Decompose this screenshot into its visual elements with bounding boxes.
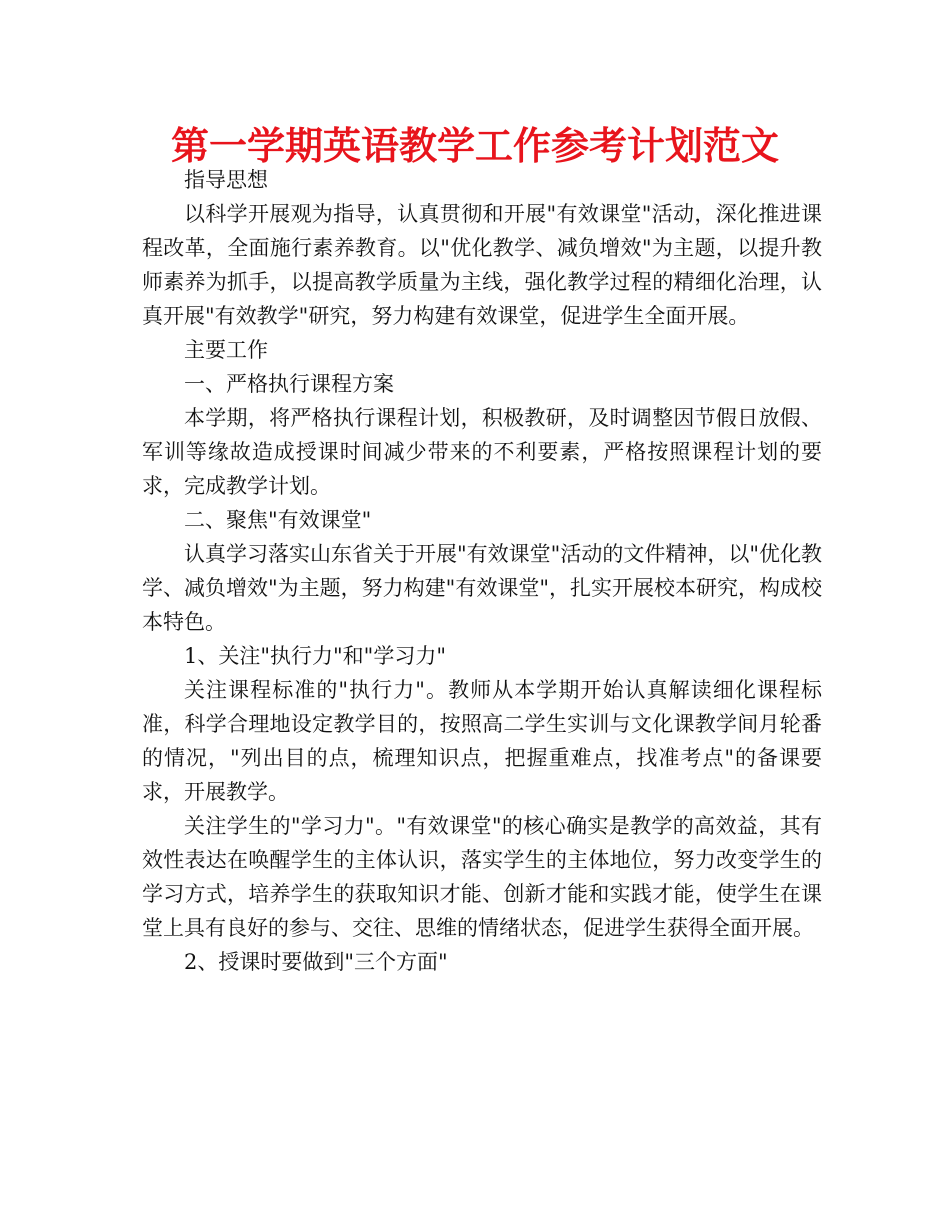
section-heading-guiding-thought: 指导思想 — [184, 168, 268, 192]
paragraph-curriculum-plan: 本学期，将严格执行课程计划，积极教研，及时调整因节假日放假、军训等缘故造成授课时间减少带来的不利要素，严格按照课程计划的要求，完成教学计划。 — [142, 406, 822, 498]
section-heading-main-work: 主要工作 — [184, 338, 268, 362]
paragraph-execution-power: 关注课程标准的"执行力"。教师从本学期开始认真解读细化课程标准，科学合理地设定教学目的，按照高二学生实训与文化课教学间月轮番的情况，"列出目的点，梳理知识点，把握重难点，找准考点"的备课要求，开展教学。 — [142, 678, 822, 804]
document-title: 第一学期英语教学工作参考计划范文 — [170, 124, 779, 168]
subheading-three-aspects: 2、授课时要做到"三个方面" — [184, 950, 448, 974]
subheading-effective-classroom: 二、聚焦"有效课堂" — [184, 508, 372, 532]
document-body — [142, 163, 822, 979]
subheading-execution-learning: 1、关注"执行力"和"学习力" — [184, 644, 446, 668]
subheading-curriculum-plan: 一、严格执行课程方案 — [184, 372, 394, 396]
paragraph-learning-power: 关注学生的"学习力"。"有效课堂"的核心确实是教学的高效益，其有效性表达在唤醒学生的主体认识，落实学生的主体地位，努力改变学生的学习方式，培养学生的获取知识才能、创新才能和实践才能，使学生在课堂上具有良好的参与、交往、思维的情绪状态，促进学生获得全面开展。 — [142, 814, 822, 940]
paragraph-guiding-thought: 以科学开展观为指导，认真贯彻和开展"有效课堂"活动，深化推进课程改革，全面施行素养教育。以"优化教学、减负增效"为主题，以提升教师素养为抓手，以提高教学质量为主线，强化教学过程的精细化治理，认真开展"有效教学"研究，努力构建有效课堂，促进学生全面开展。 — [142, 202, 822, 328]
paragraph-effective-classroom: 认真学习落实山东省关于开展"有效课堂"活动的文件精神，以"优化教学、减负增效"为主题，努力构建"有效课堂"，扎实开展校本研究，构成校本特色。 — [142, 542, 822, 634]
